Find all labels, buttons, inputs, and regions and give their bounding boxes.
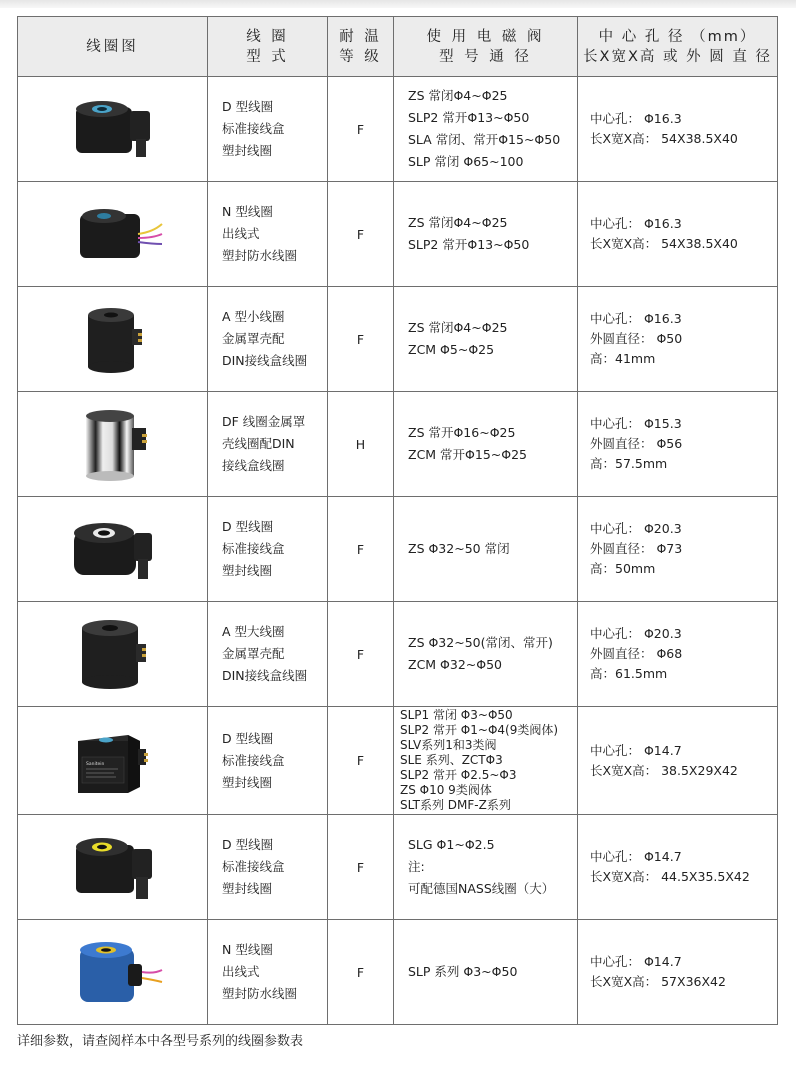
valve-model-cell [394,77,578,182]
temp-class-cell: F [328,182,394,287]
valve-model-cell-line: SLG Φ1~Φ2.5 [408,837,495,852]
table-row [18,920,778,1025]
header-valve-model: 使 用 电 磁 阀 型 号 通 径 [394,17,578,77]
dimensions-cell-line: 中心孔： Φ16.3 [590,311,682,326]
valve-model-cell-line: SLP 系列 Φ3~Φ50 [408,964,518,979]
coil-type-cell-line: D 型线圈 [222,837,274,852]
valve-model-cell [394,707,578,815]
valve-model-cell-line: ZS 常闭Φ4~Φ25 [408,215,508,230]
dimensions-cell-line: 外圆直径： Φ68 [590,646,683,661]
valve-model-cell-line: SLV系列1和3类阀 [400,738,497,752]
valve-model-cell-line: 可配德国NASS线圈（大） [408,881,555,896]
valve-model-cell-line: SLP1 常闭 Φ3~Φ50 [400,708,513,722]
coil-type-cell-line: 标准接线盒 [222,541,285,556]
dimensions-cell-line: 中心孔： Φ14.7 [590,742,682,758]
coil-type-cell [208,707,328,815]
valve-model-cell [394,497,578,602]
dimensions-cell [578,182,778,287]
dimensions-cell-line: 中心孔： Φ16.3 [590,216,682,231]
valve-model-cell [394,287,578,392]
coil-type-cell-line: 标准接线盒 [222,121,285,136]
coil-type-cell-line: 金属罩壳配 [222,646,285,661]
coil-image-cell [18,920,208,1025]
coil-type-cell-line: DIN接线盒线圈 [222,353,308,368]
valve-model-cell [394,392,578,497]
coil-type-cell-line: D 型线圈 [222,99,274,114]
dimensions-cell [578,920,778,1025]
valve-model-cell [394,182,578,287]
coil-type-cell-line: A 型大线圈 [222,624,285,639]
d-type-large-coil-icon [19,509,206,589]
coil-type-cell-line: 塑封线圈 [222,563,273,578]
header-row [18,17,778,77]
coil-type-cell-line: 接线盒线圈 [222,458,285,473]
valve-model-cell-line: SLP2 常开Φ13~Φ50 [408,110,530,125]
valve-model-cell [394,815,578,920]
coil-type-cell-line: 塑封防水线圈 [222,248,298,263]
df-type-coil-icon [19,404,206,484]
dimensions-cell-line: 高：57.5mm [590,456,668,471]
dimensions-cell [578,707,778,815]
valve-model-cell-line: ZS Φ32~50(常闭、常开) [408,635,553,650]
dimensions-cell-line: 高：61.5mm [590,666,668,681]
coil-type-cell-line: 塑封防水线圈 [222,986,298,1001]
dimensions-cell [578,392,778,497]
coil-type-cell-line: 出线式 [222,226,260,241]
coil-type-cell [208,815,328,920]
coil-spec-table [17,16,778,1025]
header-coil-image: 线圈图 [18,17,208,77]
dimensions-cell-line: 高：50mm [590,561,656,576]
coil-image-cell [18,182,208,287]
coil-type-cell-line: 塑封线圈 [222,881,273,896]
coil-type-cell-line: 标准接线盒 [222,859,285,874]
table-row [18,815,778,920]
table-row [18,287,778,392]
coil-type-cell-line: DIN接线盒线圈 [222,668,308,683]
temp-class-cell: F [328,920,394,1025]
coil-type-cell [208,77,328,182]
temp-class-cell: F [328,497,394,602]
coil-type-cell-line: 标准接线盒 [222,752,285,768]
dimensions-cell-line: 中心孔： Φ15.3 [590,416,682,431]
header-dimensions: 中 心 孔 径 （mm） 长X宽X高 或 外 圆 直 径 [578,17,778,77]
valve-model-cell-line: ZCM Φ5~Φ25 [408,342,495,357]
valve-model-cell-line: ZCM Φ32~Φ50 [408,657,503,672]
coil-type-cell-line: D 型线圈 [222,519,274,534]
coil-type-cell [208,287,328,392]
coil-type-cell-line: N 型线圈 [222,204,273,219]
coil-image-cell [18,77,208,182]
header-coil-type: 线 圈 型 式 [208,17,328,77]
dimensions-cell [578,287,778,392]
valve-model-cell-line: ZS 常闭Φ4~Φ25 [408,320,508,335]
coil-type-cell-line: 塑封线圈 [222,143,273,158]
coil-type-cell-line: DF 线圈金属罩 [222,414,306,429]
coil-type-cell-line: 出线式 [222,964,260,979]
temp-class-cell: F [328,602,394,707]
dimensions-cell-line: 长X宽X高： 44.5X35.5X42 [590,869,750,884]
dimensions-cell-line: 外圆直径： Φ56 [590,436,683,451]
coil-type-cell-line: 塑封线圈 [222,774,273,790]
table-row [18,497,778,602]
a-type-large-coil-icon [19,614,206,694]
d-type-coil-icon [19,89,206,169]
coil-type-cell [208,392,328,497]
dimensions-cell-line: 外圆直径： Φ50 [590,331,683,346]
coil-type-cell [208,497,328,602]
temp-class-cell: F [328,815,394,920]
coil-image-cell [18,707,208,815]
d-type-small-coil-icon [19,721,206,801]
temp-class-cell: F [328,287,394,392]
dimensions-cell [578,602,778,707]
coil-image-cell [18,392,208,497]
dimensions-cell-line: 长X宽X高： 54X38.5X40 [590,131,738,146]
dimensions-cell-line: 中心孔： Φ20.3 [590,521,682,536]
temp-class-cell: F [328,707,394,815]
valve-model-cell-line: SLP 常闭 Φ65~100 [408,154,524,169]
valve-model-cell [394,602,578,707]
svg-text:Sanitein: Sanitein [85,761,104,767]
temp-class-cell: H [328,392,394,497]
coil-image-cell [18,497,208,602]
valve-model-cell-line: ZS 常开Φ16~Φ25 [408,425,516,440]
coil-image-cell [18,287,208,392]
n-type-coil-icon [19,194,206,274]
coil-type-cell-line: 金属罩壳配 [222,331,285,346]
dimensions-cell [578,497,778,602]
dimensions-cell-line: 中心孔： Φ16.3 [590,111,682,126]
valve-model-cell-line: ZS Φ32~50 常闭 [408,541,510,556]
footnote: 详细参数，请查阅样本中各型号系列的线圈参数表 [17,1034,304,1049]
valve-model-cell-line: ZS Φ10 9类阀体 [400,783,492,797]
dimensions-cell-line: 长X宽X高： 38.5X29X42 [590,762,738,778]
valve-model-cell-line: SLP2 常开 Φ1~Φ4(9类阀体) [400,723,559,737]
dimensions-cell-line: 中心孔： Φ20.3 [590,626,682,641]
valve-model-cell-line: SLT系列 DMF-Z系列 [400,798,511,812]
valve-model-cell-line: SLA 常闭、常开Φ15~Φ50 [408,132,561,147]
valve-model-cell-line: SLP2 常开Φ13~Φ50 [408,237,530,252]
top-bar [0,0,796,8]
valve-model-cell-line: SLP2 常开 Φ2.5~Φ3 [400,768,517,782]
coil-type-cell [208,182,328,287]
coil-image-cell [18,815,208,920]
coil-type-cell [208,602,328,707]
valve-model-cell-line: ZCM 常开Φ15~Φ25 [408,447,528,462]
valve-model-cell-line: SLE 系列、ZCTΦ3 [400,753,503,767]
table-row [18,392,778,497]
table-row [18,77,778,182]
coil-type-cell-line: D 型线圈 [222,730,274,746]
table-row [18,182,778,287]
dimensions-cell [578,77,778,182]
dimensions-cell-line: 中心孔： Φ14.7 [590,849,682,864]
table-row [18,707,778,815]
dimensions-cell-line: 高：41mm [590,351,656,366]
valve-model-cell-line: 注: [408,859,425,874]
coil-image-cell [18,602,208,707]
valve-model-cell [394,920,578,1025]
temp-class-cell: F [328,77,394,182]
dimensions-cell-line: 长X宽X高： 54X38.5X40 [590,236,738,251]
coil-type-cell-line: A 型小线圈 [222,309,285,324]
dimensions-cell [578,815,778,920]
coil-type-cell-line: 壳线圈配DIN [222,436,295,451]
valve-model-cell-line: ZS 常闭Φ4~Φ25 [408,88,508,103]
dimensions-cell-line: 外圆直径： Φ73 [590,541,683,556]
dimensions-cell-line: 中心孔： Φ14.7 [590,954,682,969]
header-temp-class: 耐 温 等 级 [328,17,394,77]
a-type-small-coil-icon [19,299,206,379]
coil-type-cell-line: N 型线圈 [222,942,273,957]
n-type-blue-coil-icon [19,932,206,1012]
dimensions-cell-line: 长X宽X高： 57X36X42 [590,974,726,989]
table-row [18,602,778,707]
d-type-yellow-coil-icon [19,827,206,907]
coil-type-cell [208,920,328,1025]
